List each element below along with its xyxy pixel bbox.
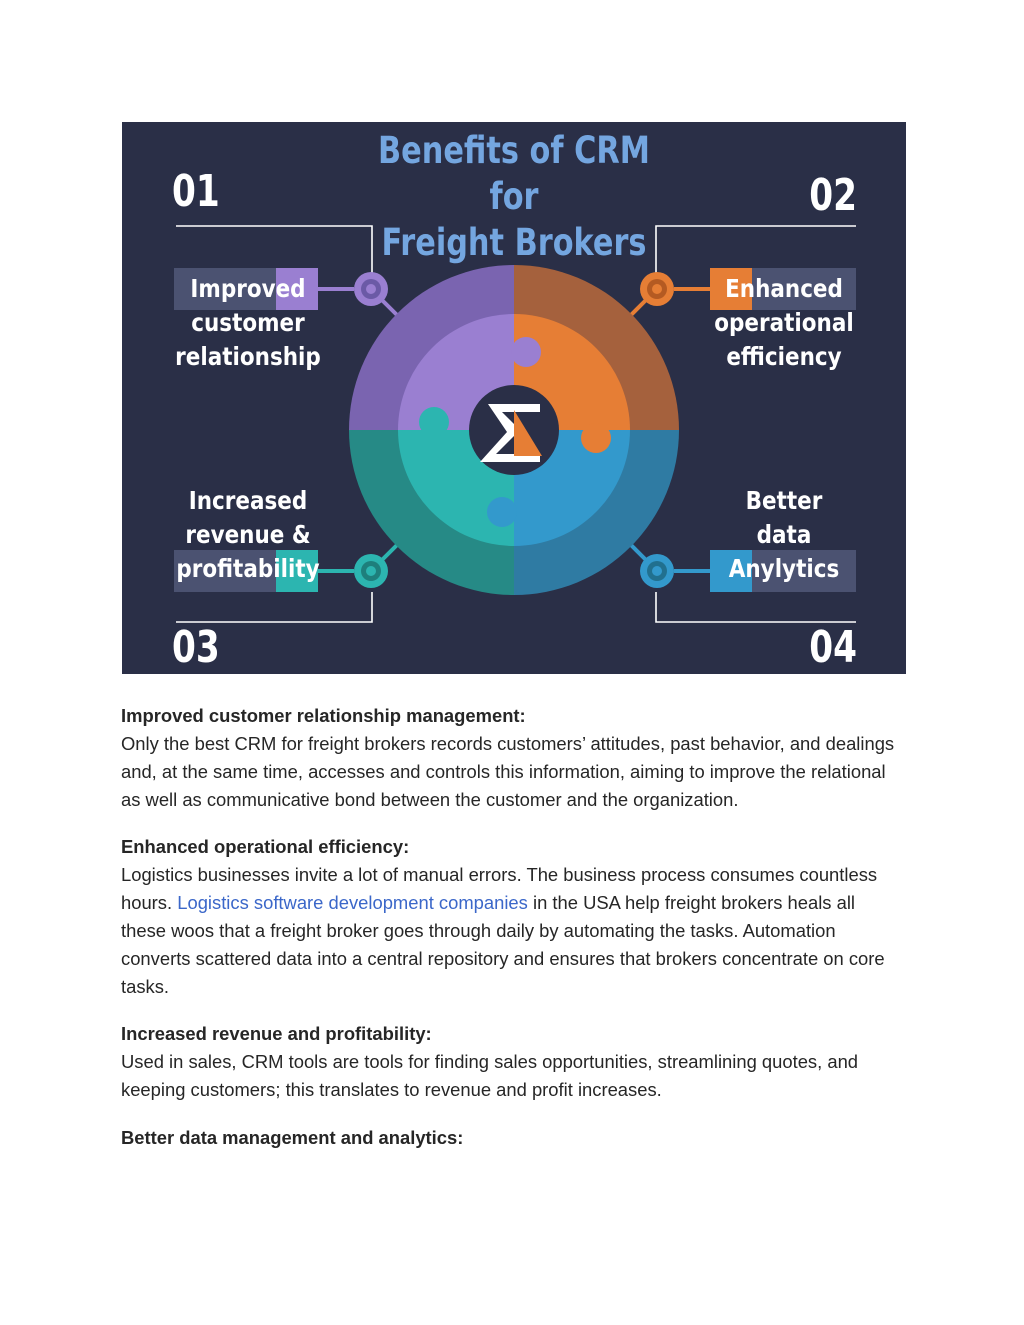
benefit-label-02-line: Enhanced bbox=[725, 274, 843, 303]
benefit-label-04-line: Better bbox=[745, 486, 823, 515]
benefit-number-02: 02 bbox=[809, 170, 857, 221]
article-section bbox=[121, 1124, 901, 1152]
crm-benefits-infographic bbox=[122, 122, 906, 674]
infographic-title bbox=[357, 128, 672, 266]
benefit-label-02-line: operational bbox=[714, 308, 854, 337]
benefit-label-04-line: Anylytics bbox=[728, 554, 840, 583]
node-02 bbox=[640, 272, 674, 306]
section-paragraph: Only the best CRM for freight brokers records customers’ attitudes, past behavior, and dealings and, at the same time, accesses and controls this information, aiming to improve the relational as well as communicative bond between the customer and the organization. bbox=[121, 733, 895, 810]
logistics-software-link[interactable]: Logistics software development companies bbox=[177, 892, 528, 914]
paragraph-text: in the USA help freight brokers heals all these woos that a freight broker goes through daily by automating the tasks. Automation converts scattered data into a central repository and ensures that brokers concentrate on core tasks. bbox=[121, 892, 885, 997]
article-section bbox=[121, 833, 901, 1000]
benefit-number-03: 03 bbox=[172, 622, 220, 673]
section-paragraph bbox=[121, 861, 901, 1000]
node-01 bbox=[354, 272, 388, 306]
infographic-title-line2: Freight Brokers bbox=[381, 221, 647, 264]
benefit-label-04 bbox=[710, 484, 858, 586]
benefit-label-02-line: efficiency bbox=[726, 342, 842, 371]
section-heading: Better data management and analytics: bbox=[121, 1126, 464, 1148]
section-heading: Improved customer relationship management: bbox=[121, 705, 526, 726]
article-section bbox=[121, 702, 901, 813]
section-heading: Enhanced operational efficiency: bbox=[121, 836, 410, 858]
connector-02 bbox=[656, 226, 856, 274]
benefit-label-04-line: data bbox=[756, 520, 812, 549]
connector-01 bbox=[176, 226, 372, 274]
benefit-label-01 bbox=[174, 272, 322, 374]
node-03 bbox=[354, 554, 388, 588]
article-body bbox=[121, 702, 901, 1172]
paragraph-text: Logistics businesses invite a lot of manual errors. The business process consumes countless hours. bbox=[121, 864, 878, 914]
article-section bbox=[121, 1020, 901, 1104]
benefit-label-03-line: revenue & bbox=[185, 520, 311, 549]
sigma-logo-icon bbox=[469, 385, 559, 475]
connector-03 bbox=[176, 592, 372, 622]
node-04 bbox=[640, 554, 674, 588]
benefit-label-01-line: Improved bbox=[190, 274, 306, 303]
infographic-title-line1: Benefits of CRM for bbox=[378, 129, 650, 218]
benefit-label-03-line: profitability bbox=[176, 554, 320, 583]
benefit-label-03-line: Increased bbox=[188, 486, 308, 515]
benefit-label-03 bbox=[174, 484, 322, 586]
connector-04 bbox=[656, 592, 856, 622]
section-heading: Increased revenue and profitability: bbox=[121, 1023, 432, 1045]
benefit-number-01: 01 bbox=[172, 166, 220, 217]
benefit-number-04: 04 bbox=[809, 622, 857, 673]
benefit-label-01-line: relationship bbox=[175, 342, 321, 371]
section-paragraph: Used in sales, CRM tools are tools for finding sales opportunities, streamlining quotes, and keeping customers; this translates to revenue and profit increases. bbox=[121, 1051, 859, 1101]
benefit-label-02 bbox=[710, 272, 858, 374]
benefit-label-01-line: customer bbox=[191, 308, 305, 337]
